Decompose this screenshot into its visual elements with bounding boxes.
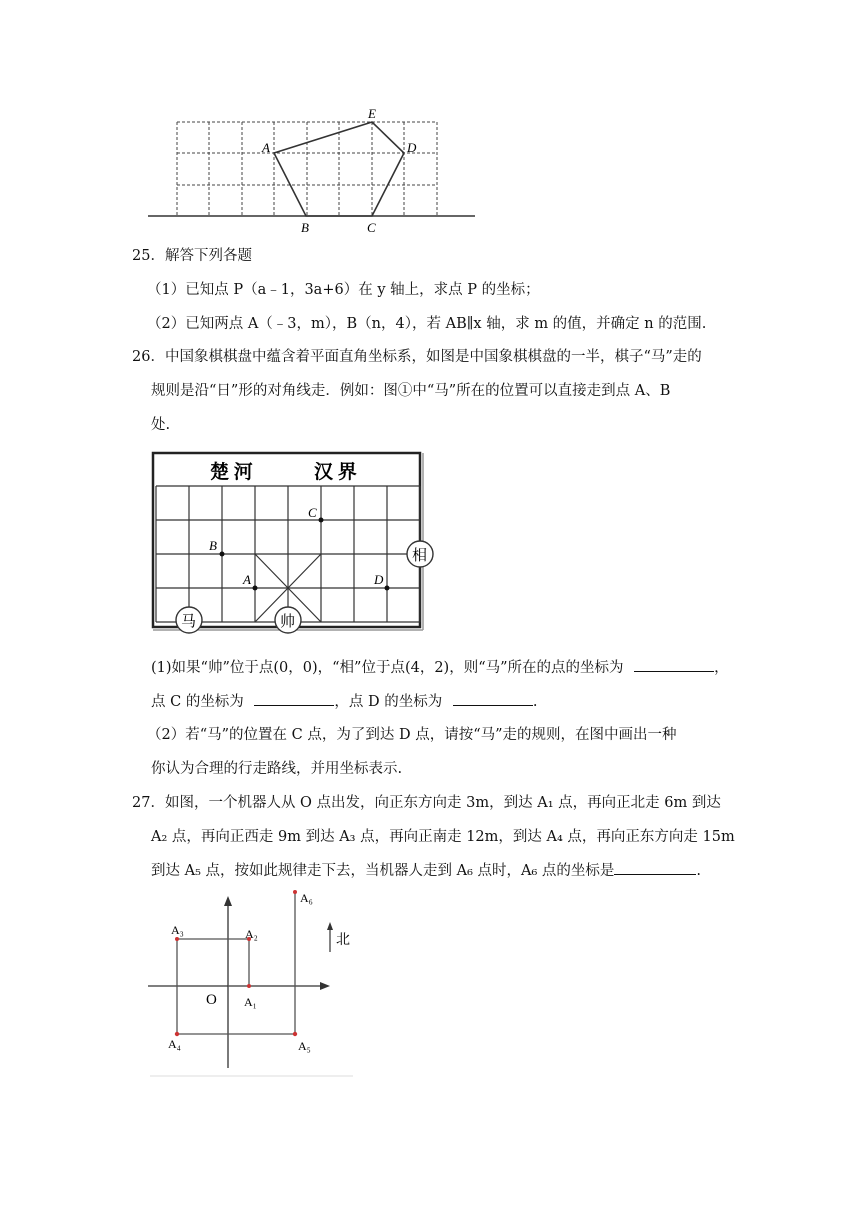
answer-blank-ma[interactable]	[634, 657, 714, 672]
q25-part2: （2）已知两点 A（﹣3，m），B（n，4），若 AB∥x 轴，求 m 的值，并确定 n 的范围.	[147, 316, 707, 332]
chess-board-figure	[148, 450, 438, 638]
board-title-chuhe: 楚 河	[210, 462, 253, 483]
label-A6: A₆	[300, 891, 313, 905]
label-A2: A₂	[245, 927, 258, 941]
q26-sub1-d-text: ，点 D 的坐标为	[334, 694, 443, 710]
label-A5: A₅	[298, 1039, 311, 1053]
label-A: A	[262, 140, 270, 155]
q26-sub1-line1	[151, 657, 729, 679]
board-label-D: D	[374, 572, 384, 587]
q26-sub1-line2	[151, 691, 537, 713]
label-A4: A₄	[168, 1037, 181, 1051]
piece-shuai: 帅	[280, 614, 296, 630]
robot-path-figure	[148, 888, 363, 1080]
q26-line1: 26．中国象棋棋盘中蕴含着平面直角坐标系，如图是中国象棋棋盘的一半，棋子“马”走的	[132, 349, 702, 365]
answer-blank-a6[interactable]	[614, 860, 696, 875]
label-E: E	[368, 106, 376, 121]
q27-line1: 27．如图，一个机器人从 O 点出发，向正东方向走 3m，到达 A₁ 点，再向正北走 6m 到达	[132, 795, 721, 811]
q26-sub1-c-text: 点 C 的坐标为	[151, 694, 244, 710]
q27-line2: A₂ 点，再向正西走 9m 到达 A₃ 点，再向正南走 12m，到达 A₄ 点，再向正东方向走 15m	[151, 829, 735, 845]
q26-sub2-line1: （2）若“马”的位置在 C 点，为了到达 D 点，请按“马”走的规则，在图中画出一种	[147, 727, 677, 743]
q26-line2: 规则是沿“日”形的对角线走．例如：图①中“马”所在的位置可以直接走到点 A、B	[151, 383, 671, 399]
label-D: D	[407, 140, 417, 155]
board-label-A: A	[243, 572, 251, 587]
piece-xiang: 相	[412, 548, 428, 564]
q27-line3-text: 到达 A₅ 点，按如此规律走下去，当机器人走到 A₆ 点时，A₆ 点的坐标是	[151, 863, 615, 879]
board-label-C: C	[308, 505, 317, 520]
answer-blank-c[interactable]	[254, 691, 334, 706]
q27-line3-end: .	[696, 863, 702, 879]
piece-ma: 马	[181, 614, 197, 630]
label-C: C	[367, 220, 376, 235]
label-A3: A₃	[171, 923, 184, 937]
q25-part1: （1）已知点 P（a﹣1，3a+6）在 y 轴上，求点 P 的坐标；	[147, 282, 540, 298]
answer-blank-d[interactable]	[453, 691, 533, 706]
board-label-B: B	[209, 538, 217, 553]
q26-sub2-line2: 你认为合理的行走路线，并用坐标表示.	[151, 761, 403, 777]
board-title-hanjie: 汉 界	[314, 462, 357, 483]
q26-sub1-line2-end: .	[532, 694, 538, 710]
pentagon-grid-figure	[140, 100, 490, 240]
q26-sub1-end: ，	[714, 660, 729, 676]
q26-sub1-text: (1)如果“帅”位于点(0，0)，“相”位于点(4，2)，则“马”所在的点的坐标为	[151, 660, 624, 676]
north-label: 北	[336, 933, 350, 948]
label-A1: A₁	[244, 995, 257, 1009]
q26-line3: 处.	[151, 417, 171, 433]
q27-line3	[151, 860, 701, 882]
label-B: B	[301, 220, 309, 235]
label-O: O	[206, 992, 217, 1008]
q25-title: 25．解答下列各题	[132, 248, 252, 264]
